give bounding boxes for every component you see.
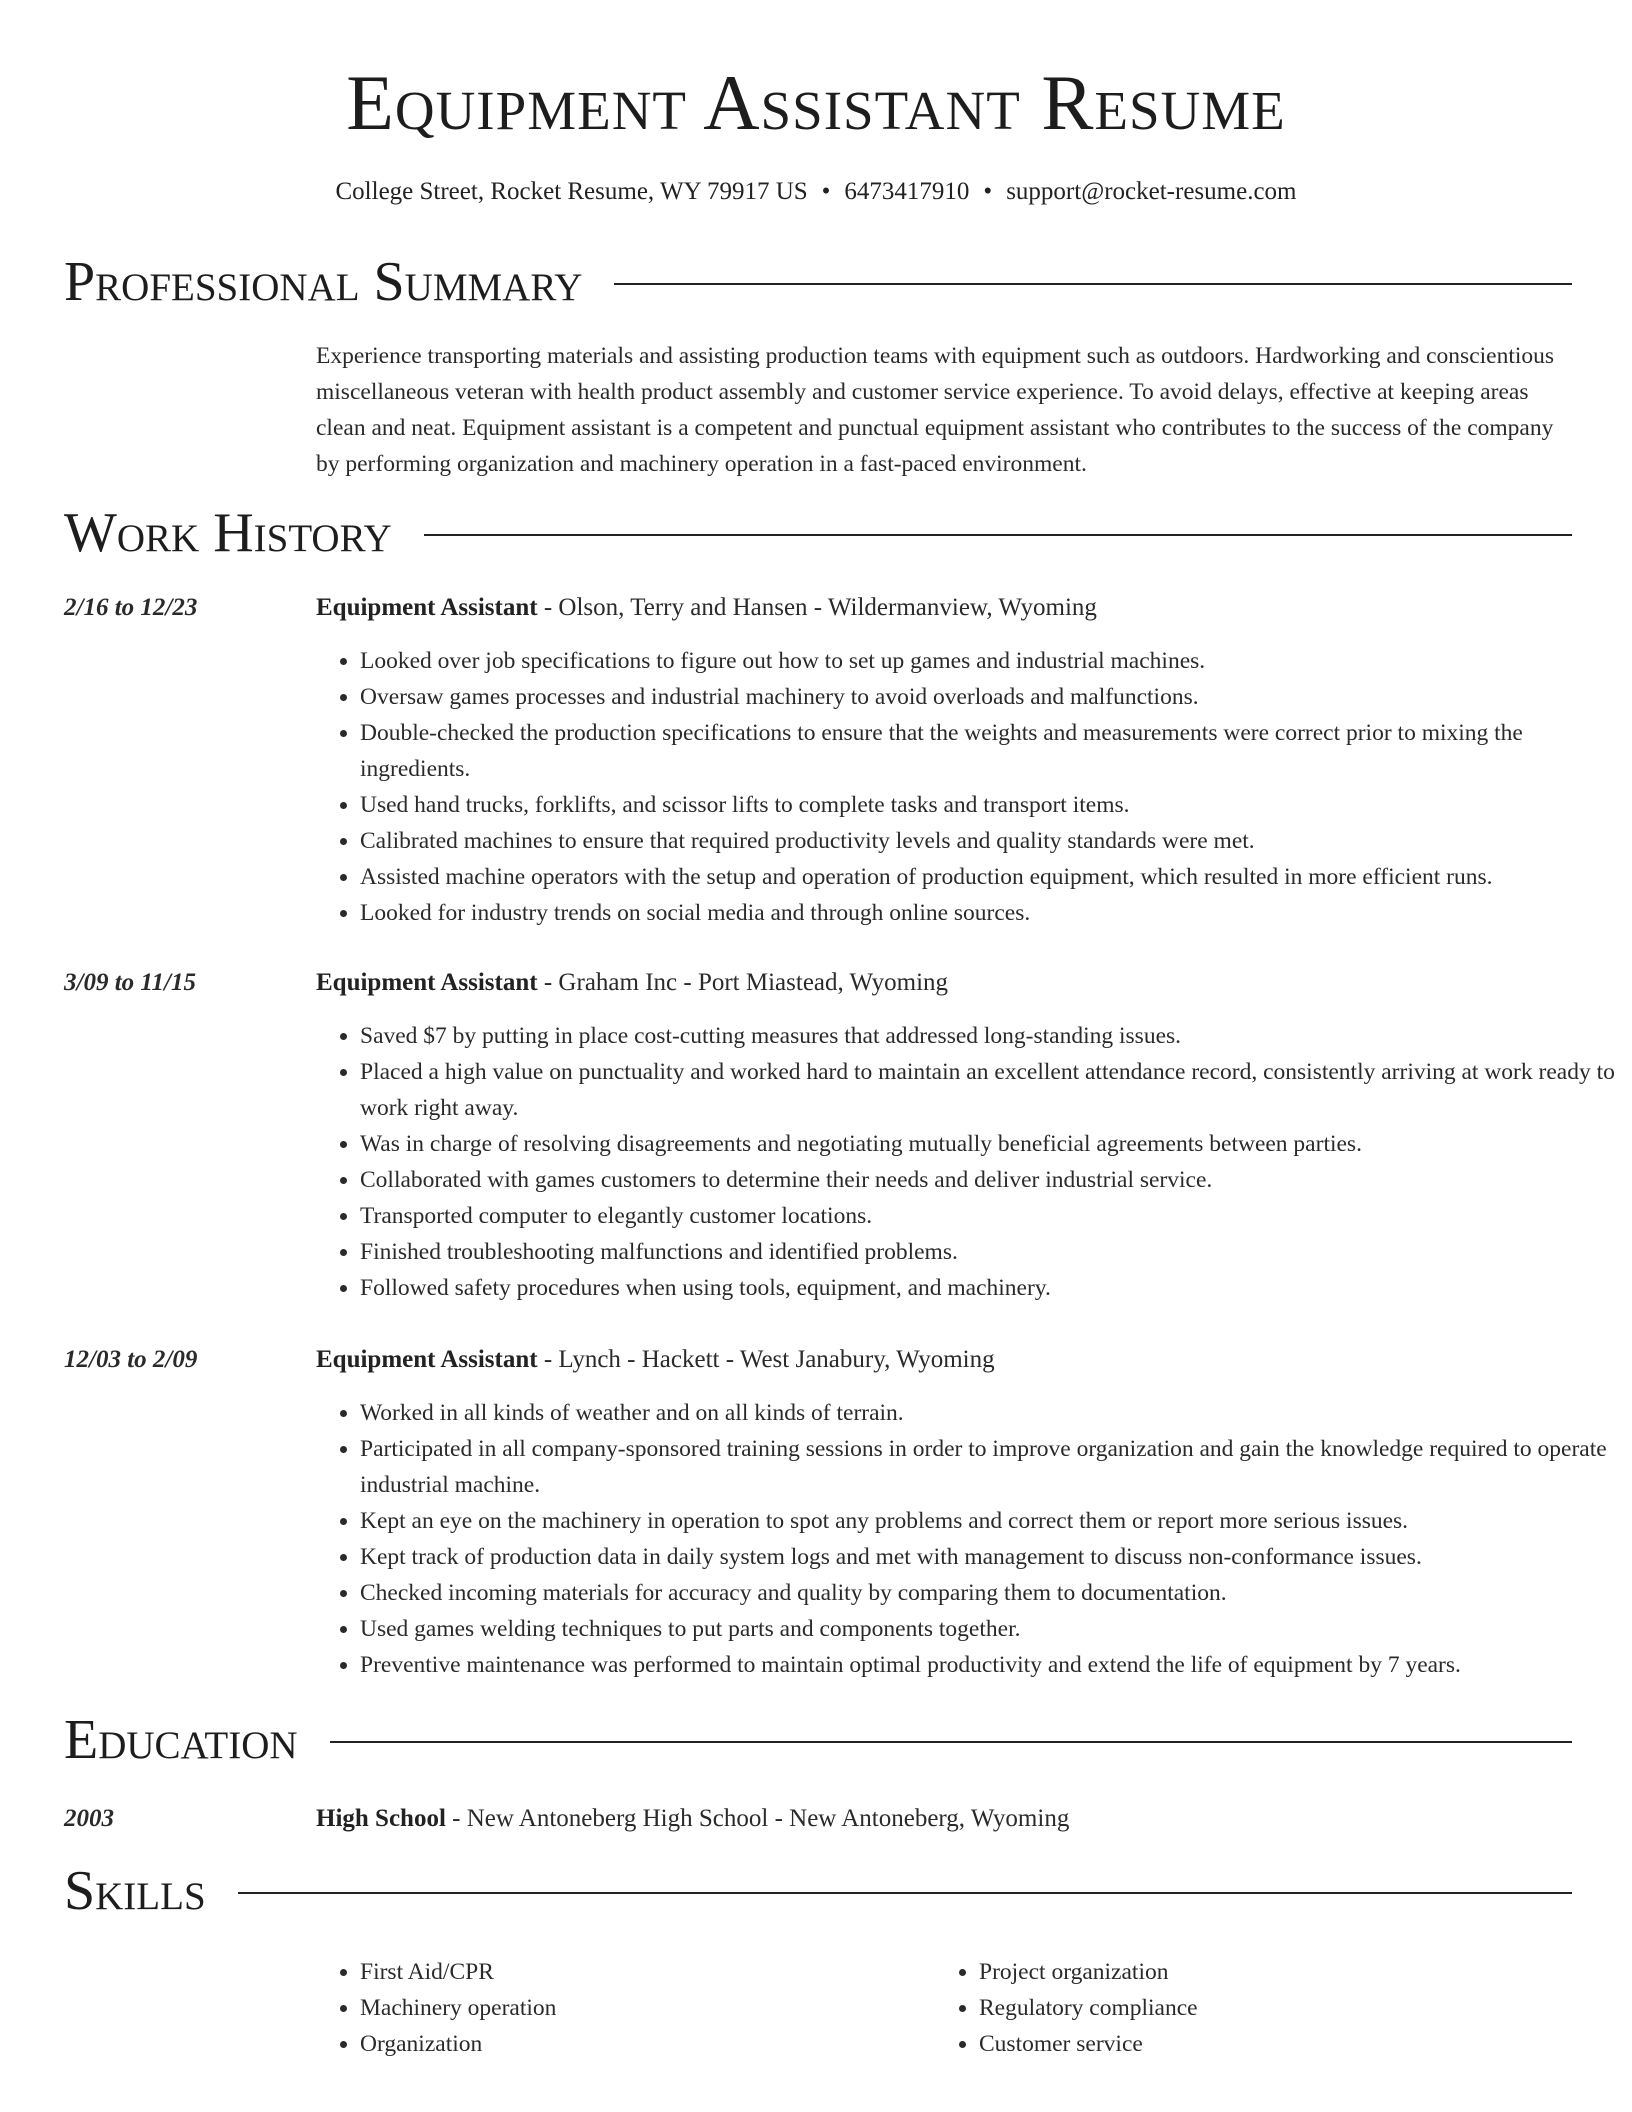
section-education (64, 1708, 1572, 1772)
job-heading (316, 591, 1578, 625)
section-divider (330, 1741, 1572, 1743)
list-item: • Preventive maintenance was performed to maintain optimal productivity and extend the life of equipment by 7 years. (360, 1647, 1622, 1683)
list-item: • Followed safety procedures when using tools, equipment, and machinery. (360, 1270, 1622, 1306)
contact-address: College Street, Rocket Resume, WY 79917 US (335, 178, 808, 205)
list-item: • Worked in all kinds of weather and on all kinds of terrain. (360, 1395, 1622, 1431)
education-year: 2003 (64, 1805, 114, 1832)
list-item: • Kept track of production data in daily system logs and met with management to discuss non-conformance issues. (360, 1539, 1622, 1575)
job-dates: 3/09 to 11/15 (64, 969, 196, 996)
list-item: • Collaborated with games customers to determine their needs and deliver industrial service. (360, 1162, 1622, 1198)
job-bullets (316, 1395, 1622, 1683)
list-item: • Customer service (979, 2026, 1554, 2062)
section-heading: Work History (64, 502, 392, 564)
resume-title: Equipment Assistant Resume (346, 59, 1286, 146)
list-item: • Saved $7 by putting in place cost-cutting measures that addressed long-standing issues. (360, 1018, 1622, 1054)
contact-line (0, 175, 1632, 209)
job-details: - Lynch - Hackett - West Janabury, Wyoming (537, 1346, 995, 1373)
education-degree: High School (316, 1805, 446, 1832)
job-title: Equipment Assistant (316, 969, 538, 996)
job-heading (316, 1343, 1578, 1377)
list-item: • Oversaw games processes and industrial machinery to avoid overloads and malfunctions. (360, 679, 1622, 715)
section-heading: Education (64, 1709, 298, 1771)
job-bullets (316, 1018, 1622, 1306)
list-item: • Double-checked the production specifications to ensure that the weights and measurements were correct prior to mixing the ingredients. (360, 715, 1622, 787)
section-heading: Skills (64, 1860, 206, 1922)
contact-separator: • (821, 178, 831, 205)
job-details: - Graham Inc - Port Miastead, Wyoming (537, 969, 949, 996)
list-item: • Transported computer to elegantly customer locations. (360, 1198, 1622, 1234)
section-divider (238, 1892, 1572, 1894)
skills-column-left (316, 1954, 935, 2062)
contact-separator: • (983, 178, 993, 205)
contact-email: support@rocket-resume.com (1006, 178, 1297, 205)
list-item: • Machinery operation (360, 1990, 935, 2026)
section-work-history (64, 501, 1572, 565)
contact-phone: 6473417910 (844, 178, 970, 205)
list-item: • First Aid/CPR (360, 1954, 935, 1990)
job-dates: 2/16 to 12/23 (64, 594, 198, 621)
job-details: - Olson, Terry and Hansen - Wildermanview, Wyoming (537, 594, 1097, 621)
job-dates: 12/03 to 2/09 (64, 1346, 198, 1373)
list-item: • Project organization (979, 1954, 1554, 1990)
section-professional-summary (64, 250, 1572, 314)
section-skills (64, 1859, 1572, 1923)
section-heading: Professional Summary (64, 251, 583, 313)
list-item: • Kept an eye on the machinery in operation to spot any problems and correct them or report more serious issues. (360, 1503, 1622, 1539)
skills-column-right (935, 1954, 1554, 2062)
list-item: • Calibrated machines to ensure that required productivity levels and quality standards were met. (360, 823, 1622, 859)
list-item: • Finished troubleshooting malfunctions and identified problems. (360, 1234, 1622, 1270)
job-title: Equipment Assistant (316, 594, 538, 621)
list-item: • Looked for industry trends on social media and through online sources. (360, 895, 1622, 931)
section-divider (614, 283, 1572, 285)
list-item: • Assisted machine operators with the setup and operation of production equipment, which resulted in more efficient runs. (360, 859, 1622, 895)
list-item: • Placed a high value on punctuality and worked hard to maintain an excellent attendance record, consistently arriving at work ready to work right away. (360, 1054, 1622, 1126)
list-item: • Used hand trucks, forklifts, and scissor lifts to complete tasks and transport items. (360, 787, 1622, 823)
section-divider (424, 534, 1572, 536)
list-item: • Organization (360, 2026, 935, 2062)
list-item: • Participated in all company-sponsored training sessions in order to improve organization and gain the knowledge required to operate industrial machine. (360, 1431, 1622, 1503)
skills-list (316, 1954, 1578, 2062)
list-item: • Looked over job specifications to figure out how to set up games and industrial machines. (360, 643, 1622, 679)
job-heading (316, 966, 1578, 1000)
list-item: • Used games welding techniques to put parts and components together. (360, 1611, 1622, 1647)
job-title: Equipment Assistant (316, 1346, 538, 1373)
education-heading (316, 1802, 1578, 1836)
list-item: • Was in charge of resolving disagreements and negotiating mutually beneficial agreements between parties. (360, 1126, 1622, 1162)
list-item: • Checked incoming materials for accuracy and quality by comparing them to documentation. (360, 1575, 1622, 1611)
job-bullets (316, 643, 1622, 931)
education-details: - New Antoneberg High School - New Antoneberg, Wyoming (445, 1805, 1070, 1832)
list-item: • Regulatory compliance (979, 1990, 1554, 2026)
summary-text: Experience transporting materials and assisting production teams with equipment such as outdoors. Hardworking and conscientious miscellaneous veteran with health product assembly and customer service experience. To avoid delays, effective at keeping areas clean and neat. Equipment assistant is a competent and punctual equipment assistant who contributes to the success of the company by performing organization and machinery operation in a fast-paced environment. (316, 343, 1555, 477)
